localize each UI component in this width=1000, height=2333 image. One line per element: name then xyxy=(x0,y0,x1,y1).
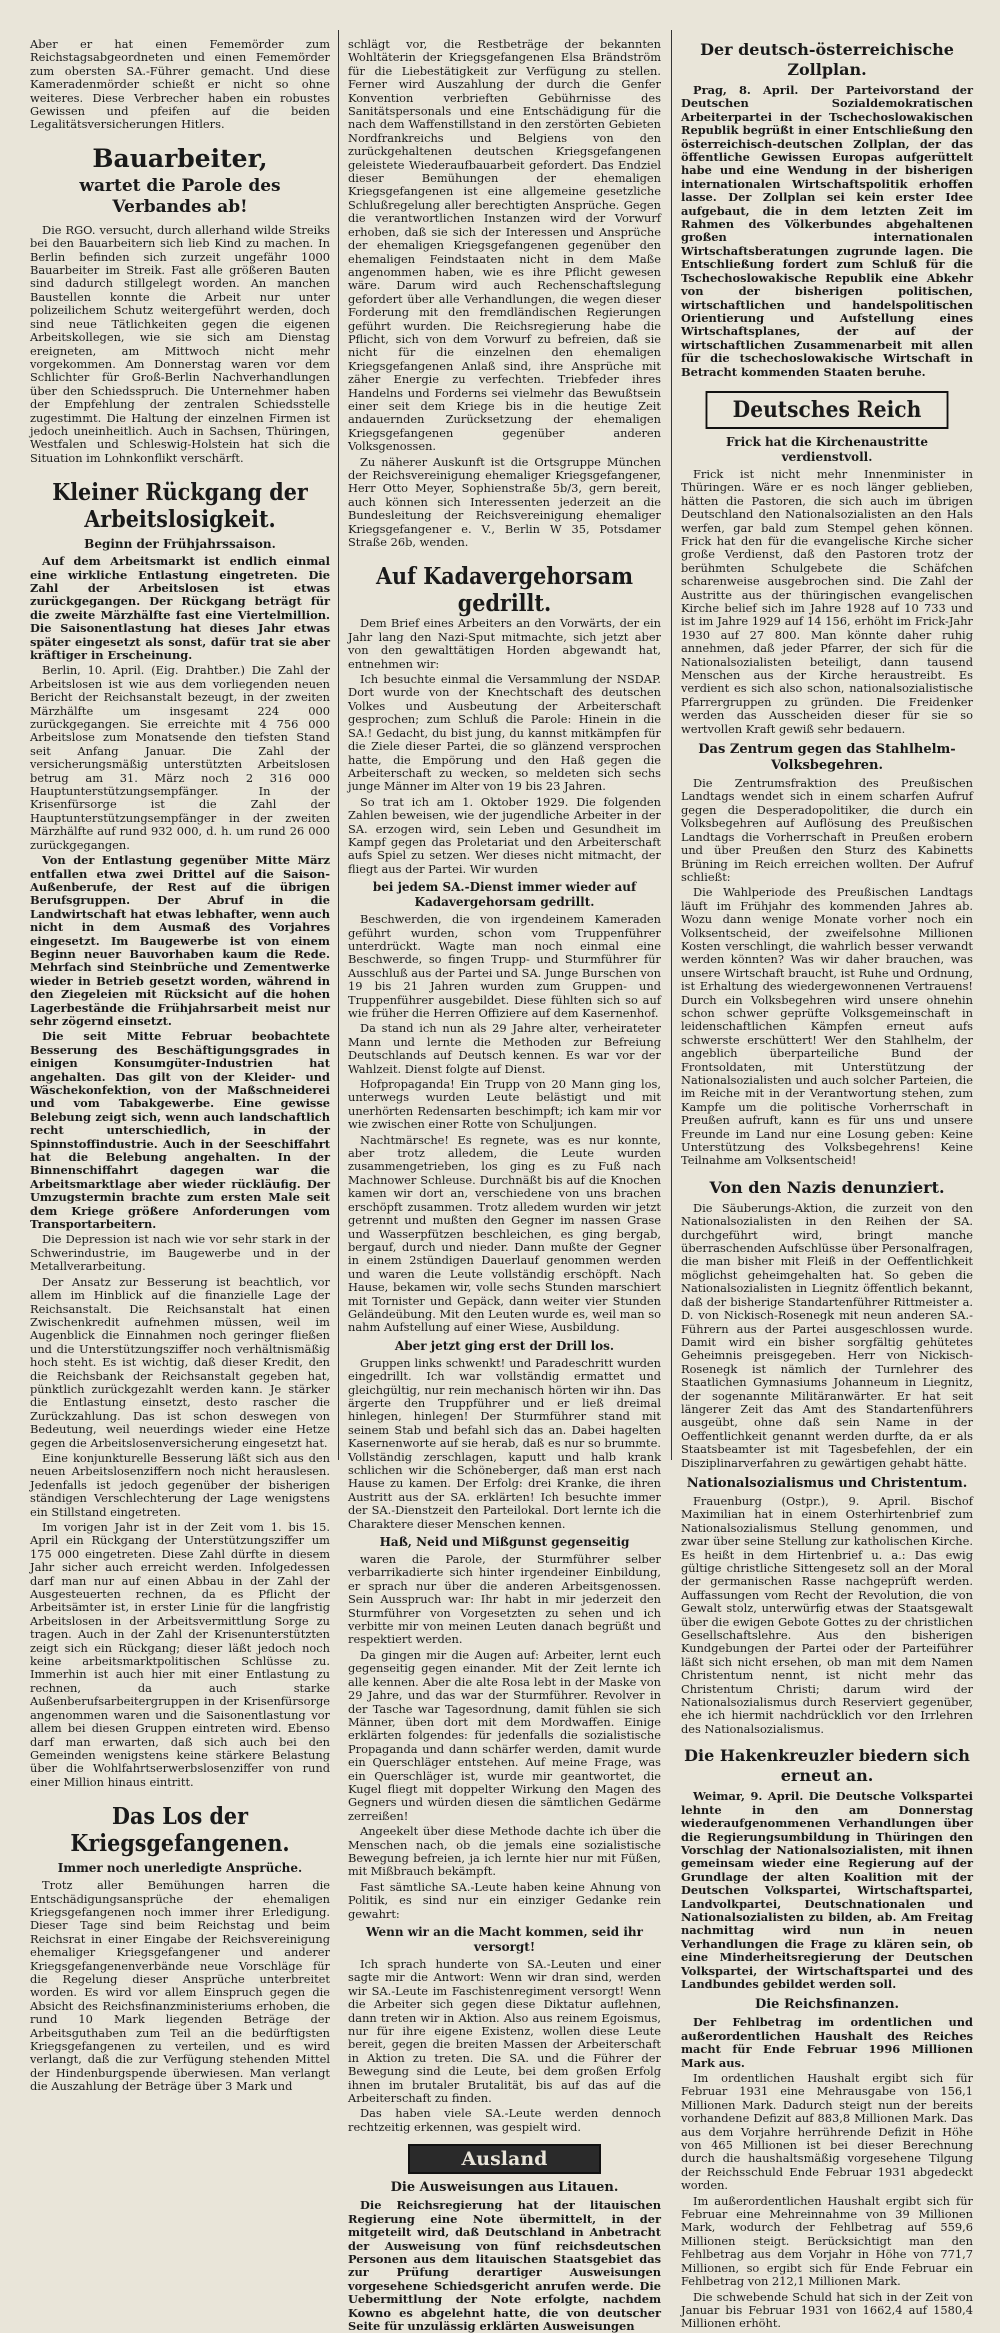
column-left xyxy=(30,37,330,2094)
article-paragraph: Die Zentrumsfraktion des Preußischen Landtags wendet sich in einem scharfen Aufruf gegen die Desperadopolitiker, die durch ein Volksbegehren auf Auflösung des Preußischen Landtags die Vorherrschaft in Preußen erobern und über Preußen den Sturz des Kabinetts Brüning im Reich erreichen wollten. Der Aufruf schließt: xyxy=(681,776,973,884)
article-paragraph: Die Wahlperiode des Preußischen Landtags läuft im Frühjahr des kommenden Jahres ab. Wozu dann wenige Monate vorher noch ein Volksentscheid, der zweifelsohne Millionen Kosten verschlingt, die wahrlich besser verwandt werden könnten? Was wir daher brauchen, was unsere Wirtschaft braucht, ist Ruhe und Ordnung, ist Erhaltung des wiedergewonnenen Vertrauens! Durch ein Volksbegehren wird unsere ohnehin schon schwer geprüfte Volksgemeinschaft in leidenschaftlichen Kämpfen erneut aufs schwerste erschüttert! Wer den Stahlhelm, der angeblich überparteiliche Bund der Frontsoldaten, mit Unterstützung der Nationalsozialisten und auch solcher Parteien, die im Reiche mit in der Verantwortung stehen, zum Kampfe um die politische Vorherrschaft in Preußen aufruft, kann es für uns und unsere Freunde im Land nur eine Losung geben: Keine Unterstützung des Volksbegehrens! Keine Teilnahme am Volksentscheid! xyxy=(681,885,973,1168)
article-paragraph: Da stand ich nun als 29 Jahre alter, verheirateter Mann und lernte die Methoden zur Befreiung Deutschlands auf Deutsch kennen. Es war vor der Wahlzeit. Dienst folgte auf Dienst. xyxy=(348,1021,661,1076)
article-paragraph: Das haben viele SA.-Leute werden dennoch rechtzeitig erkennen, was gespielt wird. xyxy=(348,2106,661,2134)
headline-arbeitslosigkeit: Kleiner Rückgang der Arbeitslosigkeit. xyxy=(52,479,308,534)
article-paragraph: Der Ansatz zur Besserung ist beachtlich, vor allem im Hinblick auf die finanzielle Lage der Reichsanstalt. Die Reichsanstalt hat einen Zwischenkredit aufnehmen müssen, weil im Augenblick die Einnahmen noch geringer fließen und die Unterstützungsziffer noch verhältnismäßig hoch steht. Es ist wichtig, daß dieser Kredit, den die Reichsbank der Reichsanstalt gegeben hat, pünktlich zurückgezahlt werden kann. Je stärker die Entlastung einsetzt, desto rascher die Zurückzahlung. Das ist schon deswegen von Bedeutung, weil neuerdings wieder eine Hetze gegen die Arbeitslosenversicherung eingesetzt hat. xyxy=(30,1274,330,1450)
subheadline-bauarbeiter: wartet die Parole des Verbandes ab! xyxy=(79,175,281,217)
article-paragraph: Prag, 8. April. Der Parteivorstand der Deutschen Sozialdemokratischen Arbeiterpartei in der Tschechoslowakischen Republik begrüßt in einer Entschließung den österreichisch-deutschen Zollplan, der das öffentliche Gewissen Europas aufgerüttelt habe und eine Wendung in der bisherigen internationalen Wirtschaftspolitik erhoffen lasse. Der Zollplan sei kein erster Idee aufgebaut, die in dem letzten Zeit im Rahmen des Völkerbundes abgehaltenen großen internationalen Wirtschaftsberatungen zugrunde lagen. Die Entschließung fordert zum Schluß für die Tschechoslowakische Republik eine Abkehr von der bisherigen politischen, wirtschaftlichen und handelspolitischen Orientierung und Aufstellung eines Wirtschaftsplanes, der auf der wirtschaftlichen Zusammenarbeit mit allen für die tschechoslowakische Wirtschaft in Betracht kommenden Staaten beruhe. xyxy=(681,83,973,379)
subheadline-fruehjahrssaison: Beginn der Frühjahrssaison. xyxy=(84,537,276,552)
article-paragraph: Zu näherer Auskunft ist die Ortsgruppe München der Reichsvereinigung ehemaliger Kriegsgefangener, Herr Otto Meyer, Sophienstraße 5b/3, gern bereit, auch können sich Interessenten jederzeit an die Bundesleitung der Reichsvereinigung ehemaliger Kriegsgefangener e. V., Berlin W 35, Potsdamer Straße 26b, wenden. xyxy=(348,454,661,550)
article-paragraph: Die Reichsregierung hat der litauischen Regierung eine Note übermittelt, in der mitgeteilt wird, daß Deutschland in Anbetracht der Ausweisung von fünf reichsdeutschen Personen aus dem litauischen Staatsgebiet das zur Prüfung derartiger Ausweisungen vorgesehene Schiedsgericht anrufen werde. Die Uebermittlung der Note erfolgte, nachdem Kowno es abgelehnt hatte, die von deutscher Seite für unzulässig erklärten Ausweisungen xyxy=(348,2198,661,2333)
article-paragraph: Nachtmärsche! Es regnete, was es nur konnte, aber trotz alledem, die Leute wurden zusammengetrieben, los ging es zu Fuß nach Machnower Schleuse. Durchnäßt bis auf die Knochen kamen wir dort an, verschiedene von uns brachen erschöpft zusammen. Trotz alledem wurden wir jetzt getrennt und mußten den Gegner im nassen Grase und Wasserpfützen beschleichen, es ging bergab, bergauf, durch und nieder. Dann mußte der Gegner in einem 2stündigen Dauerlauf genommen werden und waren die Leute vollständig erschöpft. Nach Hause, bekamen wir, volle sechs Stunden marschiert mit Tornister und Gepäck, dann weiter vier Stunden Geländeübung. Mit den Leuten wurde es, weil man so nahm Aufstellung auf einer Wiese, Ausbildung. xyxy=(348,1132,661,1335)
article-paragraph: Fast sämtliche SA.-Leute haben keine Ahnung von Politik, es sind nur ein einziger Gedanke rein gewahrt: xyxy=(348,1879,661,1921)
headline-bauarbeiter: Bauarbeiter, xyxy=(92,143,268,173)
headline-nazis-denunziert: Von den Nazis denunziert. xyxy=(709,1177,945,1197)
headline-reichsfinanzen: Die Reichsfinanzen. xyxy=(754,1997,900,2013)
article-paragraph: Die seit Mitte Februar beobachtete Besserung des Beschäftigungsgrades in einigen Konsumgüter-Industrien hat angehalten. Das gilt von der Kleider- und Wäschekonfektion, von der Maßschneiderei und vom Tabakgewerbe. Eine gewisse Belebung zeigt sich, wenn auch landschaftlich recht unterschiedlich, in der Spinnstoffindustrie. Auch in der Seeschiffahrt hat die Belebung angehalten. In der Binnenschiffahrt dagegen war die Arbeitsmarktlage aber wieder rückläufig. Der Umzugstermin brachte zum ersten Male seit dem Kriege größere Anforderungen vom Transportarbeitern. xyxy=(30,1029,330,1232)
article-paragraph: Der Fehlbetrag im ordentlichen und außerordentlichen Haushalt des Reiches macht für Ende Februar 1996 Millionen Mark aus. xyxy=(681,2015,973,2070)
column-right xyxy=(681,38,973,2331)
article-paragraph: Eine konjunkturelle Besserung läßt sich aus den neuen Arbeitslosenziffern noch nicht herauslesen. Jedenfalls ist jedoch gegenüber der bisherigen ständigen Verschlechterung der Lage wenigstens ein Stillstand eingetreten. xyxy=(30,1450,330,1519)
article-paragraph: Berlin, 10. April. (Eig. Drahtber.) Die Zahl der Arbeitslosen ist wie aus dem vorliegenden neuen Bericht der Reichsanstalt bezeugt, in der zweiten Märzhälfte um insgesamt 224 000 zurückgegangen. Sie erreichte mit 4 756 000 Arbeitslose zum Monatsende den tiefsten Stand seit Anfang Januar. Die Zahl der versicherungsmäßig unterstützten Arbeitslosen betrug am 31. März noch 2 316 000 Hauptunterstützungsempfänger. In der Krisenfürsorge ist die Zahl der Hauptunterstützungsempfänger in der zweiten Märzhälfte auf rund 932 000, d. h. um rund 26 000 zurückgegangen. xyxy=(30,663,330,852)
article-paragraph: Die schwebende Schuld hat sich in der Zeit von Januar bis Februar 1931 von 1662,4 auf 1580,4 Millionen erhöht. xyxy=(681,2289,973,2331)
article-paragraph: Angeekelt über diese Methode dachte ich über die Menschen nach, ob die jemals eine sozialistische Bewegung befreien, ja ich lernte hier nur mit Füßen, mit Mißbrauch bekämpft. xyxy=(348,1824,661,1879)
headline-christentum: Nationalsozialismus und Christentum. xyxy=(686,1475,968,1491)
article-paragraph: Im vorigen Jahr ist in der Zeit vom 1. bis 15. April ein Rückgang der Unterstützungsziffer um 175 000 eingetreten. Diese Zahl dürfte in diesem Jahr sicher auch erreicht werden. Infolgedessen darf man nur auf einen Abbau in der Zahl der Ausgesteuerten rechnen, da es Pflicht der Arbeitsämter ist, in erster Linie für die langfristig Arbeitslosen in der Arbeitsvermittlung Sorge zu tragen. Auch in der Zahl der Krisenunterstützten zeigt sich ein Rückgang; dieser läßt jedoch noch keine arbeitsmarktpolitischen Schlüsse zu. Immerhin ist auch hier mit einer Entlastung zu rechnen, da auch starke Außenberufsarbeitergruppen in der Krisenfürsorge angenommen waren und die Saisonentlastung vor allem bei diesen Gruppen eintreten wird. Ebenso darf man erwarten, daß sich auch bei den Gemeinden wenigstens keine stärkere Belastung über die Wohlfahrtserwerbslosenziffer von rund einer Million hinaus eintritt. xyxy=(30,1520,330,1789)
section-header-deutsches-reich: Deutsches Reich xyxy=(706,391,949,429)
article-paragraph: So trat ich am 1. Oktober 1929. Die folgenden Zahlen beweisen, wie der jugendliche Arbeiter in der SA. erzogen wird, sein Leben und Gesundheit im Kampf gegen das Proletariat und den Arbeiterschaft aufs Spiel zu setzen. Wer dieses nicht mitmacht, der fliegt aus der Partei. Wir wurden xyxy=(348,794,661,876)
article-paragraph: Die Säuberungs-Aktion, die zurzeit von den Nationalsozialisten in den Reihen der SA. durchgeführt wird, bringt manche überraschenden Aufschlüsse über Personalfragen, die man bisher mit Fleiß in der Oeffentlichkeit möglichst geheimgehalten hat. So geben die Nationalsozialisten in Liegnitz öffentlich bekannt, daß der bisherige Standartenführer Rittmeister a. D. von Nickisch-Rosenegk mit neun anderen SA.-Führern aus der Partei ausgeschlossen wurde. Damit wird ein bisher sorgfältig gehütetes Geheimnis preisgegeben. Herr von Nickisch-Rosenegk ist nämlich der Turnlehrer des Staatlichen Gymnasiums Johanneum in Liegnitz, der sogenannte Militäranwärter. Er hat seit längerer Zeit das Amt des Standartenführers ausgeübt, ohne daß sein Name in der Oeffentlichkeit genannt werden durfte, da er als Staatsbeamter ist mit Tagesbefehlen, der ein Disziplinarverfahren zu gewärtigen gehabt hätte. xyxy=(681,1200,973,1470)
article-paragraph: Da gingen mir die Augen auf: Arbeiter, lernt euch gegenseitig gegen einander. Mit der Zeit lernte ich alle kennen. Aber die alte Rosa lebt in der Maske von 29 Jahre, und das war der Sturmführer. Revolver in der Tasche war Tagesordnung, damit fühlen sie sich Männer, üben dort mit dem Mordwaffen. Einige erklärten folgendes: für jedenfalls die sozialistische Propaganda und dann schärfer werden, damit wurde ein Querschläger entstehen. Auf meine Frage, was ein Querschläger ist, wurde mir geantwortet, die Kugel fliegt mit doppelter Wirkung den Magen des Gegners und würden diesen die sämtlichen Gedärme zerreißen! xyxy=(348,1647,661,1823)
article-paragraph: Gruppen links schwenkt! und Paradeschritt wurden eingedrillt. Ich war vollständig ermattet und gleichgültig, nur rein mechanisch hörten wir ihn. Das ärgerte den Truppführer und er ließ dreimal hinlegen, hinlegen! Der Sturmführer stand mit seinem Stab und befahl sich das an. Dabei hagelten Kasernenworte auf sie herab, daß es nur so brummte. Vollständig zerschlagen, kaputt und halb krank schlichen wir die Schöneberger, daß man erst nach Hause zu kamen. Der Erfolg: drei Kranke, die ihren Austritt aus der SA. erklärten! Ich besuchte immer der SA.-Dienstzeit den Parteilokal. Dort lernte ich die Charaktere dieser Menschen kennen. xyxy=(348,1355,661,1531)
article-paragraph: Frauenburg (Ostpr.), 9. April. Bischof Maximilian hat in einem Osterhirtenbrief zum Nationalsozialismus Stellung genommen, und zwar über seine Stellung zur katholischen Kirche. Es heißt in dem Hirtenbrief u. a.: Das ewig gültige christliche Sittengesetz soll an der Moral der germanischen Rasse nachgeprüft werden. Auffassungen vom Recht der Revolution, die von Gewalt stolz, unterwürfig etwas der Staatsgewalt über die ewigen Gebote Gottes zu der christlichen Gesellschaftslehre. Aus den bisherigen Kundgebungen der Partei oder der Parteiführer läßt sich nicht ersehen, ob man mit dem Namen Christentum nennt, ist nicht mehr das Christentum Christi; darum wird der Nationalsozialismus durch Reserviert gegenüber, ehe ich hiermit nachdrücklich vor den Irrlehren des Nationalsozialismus. xyxy=(681,1493,973,1736)
headline-frick: Frick hat die Kirchenaustritte verdienstvoll. xyxy=(725,434,929,464)
headline-hakenkreuzler: Die Hakenkreuzler biedern sich erneut an. xyxy=(684,1746,970,1786)
article-paragraph: Hofpropaganda! Ein Trupp von 20 Mann ging los, unterwegs wurden Leute belästigt und mit unerhörten Redensarten beschimpft; ich kam mir vor wie zwischen einer Rotte von Schuljungen. xyxy=(348,1077,661,1132)
article-paragraph: Die RGO. versucht, durch allerhand wilde Streiks bei den Bauarbeitern sich lieb Kind zu machen. In Berlin befinden sich zurzeit ungefähr 1000 Bauarbeiter im Streik. Fast alle größeren Bauten sind dadurch stillgelegt worden. An manchen Baustellen konnte die Arbeit nur unter polizeilichem Schutz weitergeführt werden, doch sind neue Tätlichkeiten gegen die eigenen Arbeitskollegen, wie sie sich am Dienstag ereigneten, am Mittwoch nicht mehr vorgekommen. Am Donnerstag waren vor dem Schlichter für Groß-Berlin Nachverhandlungen über den Schiedsspruch. Die Unternehmer haben der Empfehlung der zentralen Schiedsstelle zugestimmt. Die Haltung der einzelnen Firmen ist jedoch uneinheitlich. Auch in Sachsen, Thüringen, Westfalen und Schleswig-Holstein hat sich die Situation im Lohnkonflikt verschärft. xyxy=(30,222,330,465)
article-paragraph: Weimar, 9. April. Die Deutsche Volkspartei lehnte in den am Donnerstag wiederaufgenommenen Verhandlungen über die Regierungsumbildung in Thüringen den Vorschlag der Nationalsozialisten, mit ihnen gemeinsam wieder eine Regierung auf der Grundlage der alten Koalition mit der Deutschen Volkspartei, Wirtschaftspartei, Landvolkpartei, Deutschnationalen und Nationalsozialisten zu bilden, ab. Am Freitag nachmittag wird nun in neuen Verhandlungen die Frage zu klären sein, ob eine Minderheitsregierung der Deutschen Volkspartei, der Wirtschaftspartei und des Landbundes gebildet werden soll. xyxy=(681,1789,973,1991)
article-intro-text: Aber er hat einen Fememörder zum Reichstagsabgeordneten und einen Fememörder zum obersten SA.-Führer gemacht. Und diese Kameradenmörder schießt er nicht so ohne weiteres. Diese Verbrecher haben ein robustes Gewissen und pfeifen auf die beiden Legalitätsversicherungen Hitlers. xyxy=(30,37,330,132)
headline-litauen: Die Ausweisungen aus Litauen. xyxy=(390,2180,619,2196)
article-paragraph: Die Depression ist nach wie vor sehr stark in der Schwerindustrie, im Baugewerbe und in der Metallverarbeitung. xyxy=(30,1232,330,1274)
inline-heading: Wenn wir an die Macht kommen, seid ihr versorgt! xyxy=(366,1925,643,1954)
article-lead: Auf dem Arbeitsmarkt ist endlich einmal eine wirkliche Entlastung eingetreten. Die Zahl der Arbeitslosen ist etwas zurückgegangen. Der Rückgang beträgt für die zweite Märzhälfte fast eine Viertelmillion. Die Saisonentlastung hat dieses Jahr etwas später eingesetzt als sonst, dafür trat sie aber kräftiger in Erscheinung. xyxy=(30,554,330,662)
article-paragraph: Beschwerden, die von irgendeinem Kameraden geführt wurden, schon vom Truppenführer unterdrückt. Wagte man noch einmal eine Beschwerde, so fingen Trupp- und Sturmführer für Ausschluß aus der Partei und SA. Junge Burschen von 19 bis 21 Jahren wurden zum Gruppen- und Truppenführer ausgebildet. Diese fühlten sich so auf wie früher die Herren Offiziere auf dem Kasernenhof. xyxy=(348,912,661,1020)
article-paragraph: Im ordentlichen Haushalt ergibt sich für Februar 1931 eine Mehrausgabe von 156,1 Millionen Mark. Dadurch steigt nun der bereits vorhandene Defizit auf 883,8 Millionen Mark. Das aus dem Vorjahre herrührende Defizit in Höhe von 465 Millionen ist bei dieser Berechnung durch die haushaltsmäßig vorgesehene Tilgung der Reichsschuld Ende Februar 1931 abgedeckt worden. xyxy=(681,2071,973,2193)
article-paragraph: Von der Entlastung gegenüber Mitte März entfallen etwa zwei Drittel auf die Saison-Außenberufe, der Rest auf die übrigen Berufsgruppen. Der Abruf in die Landwirtschaft hat etwas lebhafter, wenn auch nicht in dem Ausmaß des Vorjahres eingesetzt. Im Baugewerbe ist von einem Beginn neuer Bauvorhaben kaum die Rede. Mehrfach sind Steinbrüche und Zementwerke wieder in Betrieb gesetzt worden, während in den Ziegeleien mit Rücksicht auf die hohen Lagerbestände die Frühjahrsarbeit meist nur sehr zögernd einsetzt. xyxy=(30,853,330,1028)
article-paragraph: Frick ist nicht mehr Innenminister in Thüringen. Wäre er es noch länger geblieben, hätten die Pastoren, die sich auch im übrigen Deutschland den Nationalsozialisten an den Hals werfen, gar bald zum Stempel gehen können. Frick hat den für die evangelische Kirche sicher große Verdienst, daß den Pastoren trotz der berühmten Schulgebete die Schäfchen scharenweise ausgebrochen sind. Die Zahl der Austritte aus der thüringischen evangelischen Kirche belief sich im Jahre 1928 auf 10 733 und ist im Jahre 1929 auf 14 156, erhöht im Frick-Jahr 1930 auf 27 800. Man könnte daher ruhig annehmen, daß jeder Pfarrer, der sich für die Nationalsozialisten beteiligt, dann tausend Menschen aus der Kirche heraustreibt. Es verdient es sich also schon, nationalsozialistische Pfarrergruppen zu gründen. Die Freidenker werden das Ausscheiden dieser für sie so wertvollen Kraft gewiß sehr bedauern. xyxy=(681,466,973,736)
article-paragraph: Ich besuchte einmal die Versammlung der NSDAP. Dort wurde von der Knechtschaft des deutschen Volkes und Ausbeutung der Arbeiterschaft gesprochen; zum Schluß die Parole: Hinein in die SA.! Gedacht, du bist jung, du kannst mitkämpfen für die Ziele dieser Partei, die so glänzend versprochen hatte, die Empörung und den Haß gegen die Arbeiterschaft zu wecken, so meldeten sich sechs junge Männer im Alter von 19 bis 23 Jahren. xyxy=(348,672,661,794)
section-header-ausland: Ausland xyxy=(408,2144,601,2174)
headline-zollplan: Der deutsch-österreichische Zollplan. xyxy=(700,40,954,79)
inline-heading: Aber jetzt ging erst der Drill los. xyxy=(394,1338,615,1353)
column-rule xyxy=(338,30,339,1460)
headline-zentrum: Das Zentrum gegen das Stahlhelm-Volksbegehren. xyxy=(698,742,956,774)
article-paragraph: Dem Brief eines Arbeiters an den Vorwärts, der ein Jahr lang den Nazi-Sput mitmachte, sich jetzt aber von den gewalttätigen Horden abgewandt hat, entnehmen wir: xyxy=(348,616,661,671)
article-paragraph: Im außerordentlichen Haushalt ergibt sich für Februar eine Mehreinnahme von 39 Millionen Mark, wodurch der Fehlbetrag auf 559,6 Millionen steigt. Berücksichtigt man den Fehlbetrag aus dem Vorjahr in Höhe von 771,7 Millionen, so ergibt sich für Ende Februar ein Fehlbetrag von 212,1 Millionen Mark. xyxy=(681,2193,973,2289)
article-paragraph: waren die Parole, der Sturmführer selber verbarrikadierte sich hinter irgendeiner Einbildung, er sprach nur über die anderen Arbeitsgenossen. Sein Ausspruch war: Ihr habt in mir jederzeit den Sturmführer von Vorgesetzten zu sehen und ich verbitte mir von meinen Leuten danach begrüßt und respektiert werden. xyxy=(348,1552,661,1647)
subheadline-ansprueche: Immer noch unerledigte Ansprüche. xyxy=(57,1861,303,1876)
article-paragraph: Ich sprach hunderte von SA.-Leuten und einer sagte mir die Antwort: Wenn wir dran sind, werden wir SA.-Leute im Faschistenregiment versorgt! Wenn die Arbeiter sich gegen diese Diktatur auflehnen, dann treten wir in Aktion. Also aus reinem Egoismus, nur für ihre eigene Existenz, wollen diese Leute bereit, gegen die breiten Massen der Arbeiterschaft in Aktion zu treten. Die SA. und die Führer der Bewegung sind die Leute, bei dem großen Erfolg ihnen im brutaler Brutalität, bis auf das auf die Arbeiterschaft zu finden. xyxy=(348,1957,661,2106)
column-middle xyxy=(348,37,661,2333)
headline-kadavergehorsam: Auf Kadavergehorsam gedrillt. xyxy=(375,563,633,618)
article-paragraph: Trotz aller Bemühungen harren die Entschädigungsansprüche der ehemaligen Kriegsgefangenen noch immer ihrer Erledigung. Dieser Tage sind beim Reichstag und beim Reichsrat in einer Eingabe der Reichsvereinigung ehemaliger Kriegsgefangener und anderer Kriegsgefangenenverbände neue Vorschläge für die Regelung dieser Ansprüche unterbreitet worden. Es wird vor allem Einspruch gegen die Absicht des Reichsfinanzministeriums erhoben, die rund 10 Mark liegenden Beträge der Arbeitsguthaben zum Teil an die bedürftigsten Kriegsgefangenen zu verteilen, und es wird verlangt, daß die zur Verfügung stehenden Mittel der Hindenburgspende überwiesen. Man verlangt die Auszahlung der Beträge über 3 Mark und xyxy=(30,1878,330,2094)
headline-kriegsgefangene: Das Los der Kriegsgefangenen. xyxy=(70,1803,290,1858)
article-paragraph: schlägt vor, die Restbeträge der bekannten Wohltäterin der Kriegsgefangenen Elsa Brändström für die Liebestätigkeit zur Verfügung zu stellen. Ferner wird Auszahlung der durch die Genfer Konvention verbrieften Gebührnisse des Sanitätspersonals und eine Entschädigung für die nach dem Waffenstillstand in den zerstörten Gebieten Nordfrankreichs und Belgiens von den zurückgehaltenen deutschen Kriegsgefangenen geleistete Wiederaufbauarbeit gefordert. Das Endziel dieser Bemühungen der ehemaligen Kriegsgefangenen ist eine allgemeine gesetzliche Schlußregelung aller berechtigten Ansprüche. Gegen die verantwortlichen Instanzen wird der Vorwurf erhoben, daß sie sich der Interessen und Ansprüche der ehemaligen Kriegsgefangenen gegenüber den ehemaligen Feindstaaten nicht in dem Maße angenommen haben, wie es ihre Pflicht gewesen wäre. Darum wird auch Rechenschaftslegung gefordert über alle Verhandlungen, die wegen dieser Forderung mit den fremdländischen Regierungen geführt wurden. Die Reichsregierung habe die Pflicht, sich von dem Vorwurf zu befreien, daß sie nicht für die einzelnen den ehemaligen Kriegsgefangenen Anlaß sind, ihre Ansprüche mit zäher Energie zu verfechten. Triebfeder ihres Handelns und Forderns sei vielmehr das Bewußtsein einer seit dem Kriege bis in die heutige Zeit andauernden Zurücksetzung der ehemaligen Kriegsgefangenen gegenüber anderen Volksgenossen. xyxy=(348,37,661,454)
inline-heading: Haß, Neid und Mißgunst gegenseitig xyxy=(379,1535,630,1550)
inline-heading: bei jedem SA.-Dienst immer wieder auf Kadavergehorsam gedrillt. xyxy=(372,880,637,910)
column-rule xyxy=(671,30,672,1460)
